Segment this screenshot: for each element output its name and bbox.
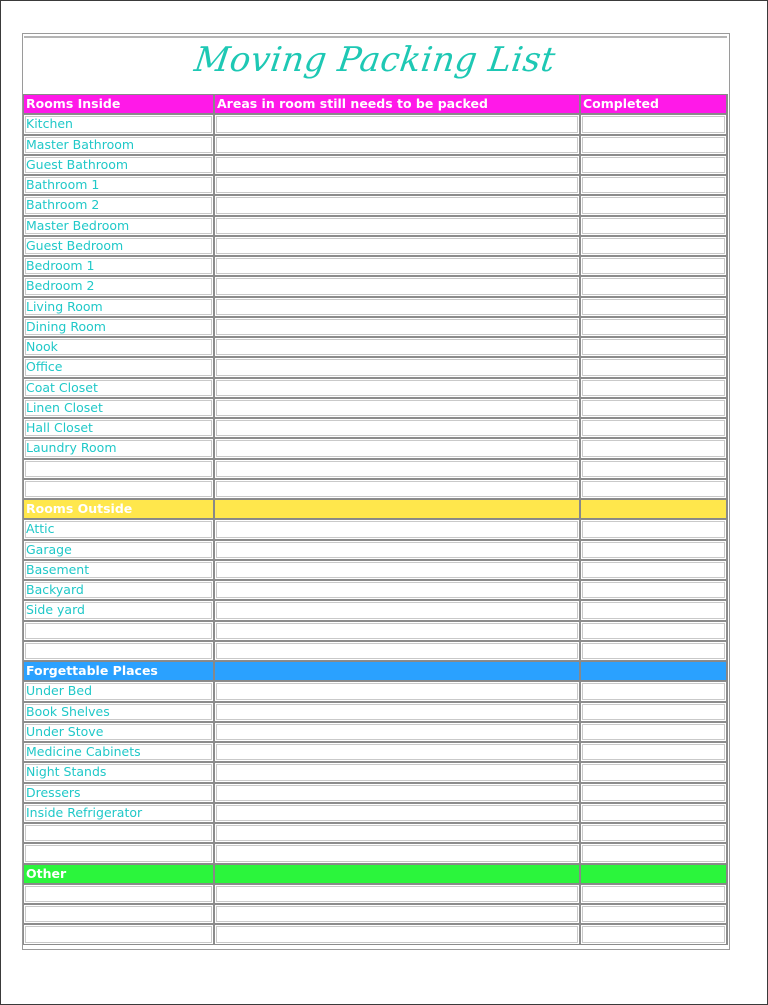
areas-cell[interactable] [214,216,580,236]
table-row [23,641,727,661]
areas-cell[interactable] [214,276,580,296]
completed-cell[interactable] [580,884,727,904]
table-row [23,823,727,843]
room-name[interactable] [23,884,214,904]
areas-cell[interactable] [214,803,580,823]
header-areas: Areas in room still needs to be packed [214,94,580,114]
table-row [23,783,727,803]
section-header-fill [580,661,727,681]
room-name[interactable]: Living Room [23,297,214,317]
areas-cell[interactable] [214,843,580,863]
room-name[interactable]: Nook [23,337,214,357]
room-name[interactable]: Linen Closet [23,398,214,418]
section-header-forgettable-places [23,661,727,681]
areas-cell[interactable] [214,600,580,620]
room-name[interactable] [23,641,214,661]
room-name[interactable]: Night Stands [23,762,214,782]
room-name[interactable]: Office [23,357,214,377]
table-row [23,843,727,863]
areas-cell[interactable] [214,398,580,418]
areas-cell[interactable] [214,904,580,924]
room-name[interactable]: Master Bathroom [23,135,214,155]
packing-table [23,94,728,945]
section-header-fill [580,499,727,519]
table-row [23,418,727,438]
table-row [23,114,727,134]
table-row [23,256,727,276]
table-row [23,519,727,539]
completed-cell[interactable] [580,195,727,215]
areas-cell[interactable] [214,236,580,256]
table-row [23,722,727,742]
areas-cell[interactable] [214,256,580,276]
room-name[interactable]: Master Bedroom [23,216,214,236]
areas-cell[interactable] [214,135,580,155]
table-row [23,398,727,418]
header-rooms-inside: Rooms Inside [23,94,214,114]
room-name[interactable] [23,843,214,863]
room-name[interactable]: Side yard [23,600,214,620]
completed-cell[interactable] [580,560,727,580]
table-row [23,276,727,296]
room-name[interactable]: Bathroom 2 [23,195,214,215]
areas-cell[interactable] [214,823,580,843]
room-name[interactable]: Attic [23,519,214,539]
completed-cell[interactable] [580,762,727,782]
completed-cell[interactable] [580,317,727,337]
table-row [23,702,727,722]
completed-cell[interactable] [580,216,727,236]
areas-cell[interactable] [214,155,580,175]
completed-cell[interactable] [580,641,727,661]
table-row [23,762,727,782]
table-row [23,884,727,904]
table-row [23,357,727,377]
room-name[interactable]: Hall Closet [23,418,214,438]
areas-cell[interactable] [214,357,580,377]
table-row [23,803,727,823]
completed-cell[interactable] [580,236,727,256]
completed-cell[interactable] [580,175,727,195]
areas-cell[interactable] [214,924,580,944]
room-name[interactable]: Under Bed [23,681,214,701]
room-name[interactable]: Garage [23,540,214,560]
header-row-rooms-inside [23,94,727,114]
section-label-other: Other [23,864,214,884]
table-row [23,459,727,479]
section-header-other [23,864,727,884]
table-row [23,600,727,620]
completed-cell[interactable] [580,600,727,620]
table-row [23,924,727,944]
room-name[interactable]: Kitchen [23,114,214,134]
table-row [23,378,727,398]
completed-cell[interactable] [580,681,727,701]
areas-cell[interactable] [214,681,580,701]
room-name[interactable]: Guest Bathroom [23,155,214,175]
room-name[interactable] [23,479,214,499]
table-row [23,681,727,701]
section-header-fill [580,864,727,884]
room-name[interactable]: Inside Refrigerator [23,803,214,823]
completed-cell[interactable] [580,540,727,560]
completed-cell[interactable] [580,438,727,458]
room-name[interactable]: Bathroom 1 [23,175,214,195]
room-name[interactable] [23,459,214,479]
areas-cell[interactable] [214,195,580,215]
completed-cell[interactable] [580,621,727,641]
room-name[interactable]: Backyard [23,580,214,600]
section-label-rooms-outside: Rooms Outside [23,499,214,519]
room-name[interactable]: Dining Room [23,317,214,337]
completed-cell[interactable] [580,580,727,600]
room-name[interactable] [23,924,214,944]
areas-cell[interactable] [214,378,580,398]
table-row [23,438,727,458]
completed-cell[interactable] [580,479,727,499]
areas-cell[interactable] [214,783,580,803]
room-name[interactable]: Bedroom 1 [23,256,214,276]
completed-cell[interactable] [580,155,727,175]
completed-cell[interactable] [580,135,727,155]
areas-cell[interactable] [214,114,580,134]
room-name[interactable]: Medicine Cabinets [23,742,214,762]
sheet-top-rule [24,36,727,38]
areas-cell[interactable] [214,479,580,499]
areas-cell[interactable] [214,175,580,195]
room-name[interactable] [23,904,214,924]
areas-cell[interactable] [214,641,580,661]
areas-cell[interactable] [214,580,580,600]
areas-cell[interactable] [214,297,580,317]
table-row [23,175,727,195]
room-name[interactable]: Guest Bedroom [23,236,214,256]
room-name[interactable]: Under Stove [23,722,214,742]
table-row [23,155,727,175]
table-row [23,479,727,499]
completed-cell[interactable] [580,904,727,924]
completed-cell[interactable] [580,722,727,742]
completed-cell[interactable] [580,519,727,539]
completed-cell[interactable] [580,924,727,944]
table-row [23,317,727,337]
completed-cell[interactable] [580,459,727,479]
completed-cell[interactable] [580,702,727,722]
completed-cell[interactable] [580,803,727,823]
completed-cell[interactable] [580,276,727,296]
areas-cell[interactable] [214,337,580,357]
table-row [23,195,727,215]
completed-cell[interactable] [580,783,727,803]
areas-cell[interactable] [214,702,580,722]
areas-cell[interactable] [214,540,580,560]
table-row [23,742,727,762]
table-row [23,580,727,600]
section-label-forgettable-places: Forgettable Places [23,661,214,681]
table-row [23,297,727,317]
section-header-fill [214,864,580,884]
completed-cell[interactable] [580,843,727,863]
table-row [23,337,727,357]
section-header-fill [214,661,580,681]
section-header-fill [214,499,580,519]
areas-cell[interactable] [214,317,580,337]
areas-cell[interactable] [214,884,580,904]
completed-cell[interactable] [580,418,727,438]
table-row [23,216,727,236]
areas-cell[interactable] [214,519,580,539]
table-row [23,904,727,924]
areas-cell[interactable] [214,621,580,641]
completed-cell[interactable] [580,398,727,418]
areas-cell[interactable] [214,560,580,580]
areas-cell[interactable] [214,418,580,438]
room-name[interactable] [23,621,214,641]
header-completed: Completed [580,94,727,114]
completed-cell[interactable] [580,378,727,398]
room-name[interactable] [23,823,214,843]
room-name[interactable]: Book Shelves [23,702,214,722]
page-title: Moving Packing List [191,40,559,80]
room-name[interactable]: Laundry Room [23,438,214,458]
completed-cell[interactable] [580,742,727,762]
room-name[interactable]: Bedroom 2 [23,276,214,296]
completed-cell[interactable] [580,357,727,377]
areas-cell[interactable] [214,459,580,479]
completed-cell[interactable] [580,114,727,134]
completed-cell[interactable] [580,823,727,843]
areas-cell[interactable] [214,722,580,742]
table-row [23,236,727,256]
room-name[interactable]: Coat Closet [23,378,214,398]
table-row [23,540,727,560]
areas-cell[interactable] [214,438,580,458]
areas-cell[interactable] [214,742,580,762]
completed-cell[interactable] [580,337,727,357]
table-row [23,621,727,641]
completed-cell[interactable] [580,297,727,317]
room-name[interactable]: Dressers [23,783,214,803]
room-name[interactable]: Basement [23,560,214,580]
section-header-rooms-outside [23,499,727,519]
completed-cell[interactable] [580,256,727,276]
areas-cell[interactable] [214,762,580,782]
table-row [23,135,727,155]
table-row [23,560,727,580]
